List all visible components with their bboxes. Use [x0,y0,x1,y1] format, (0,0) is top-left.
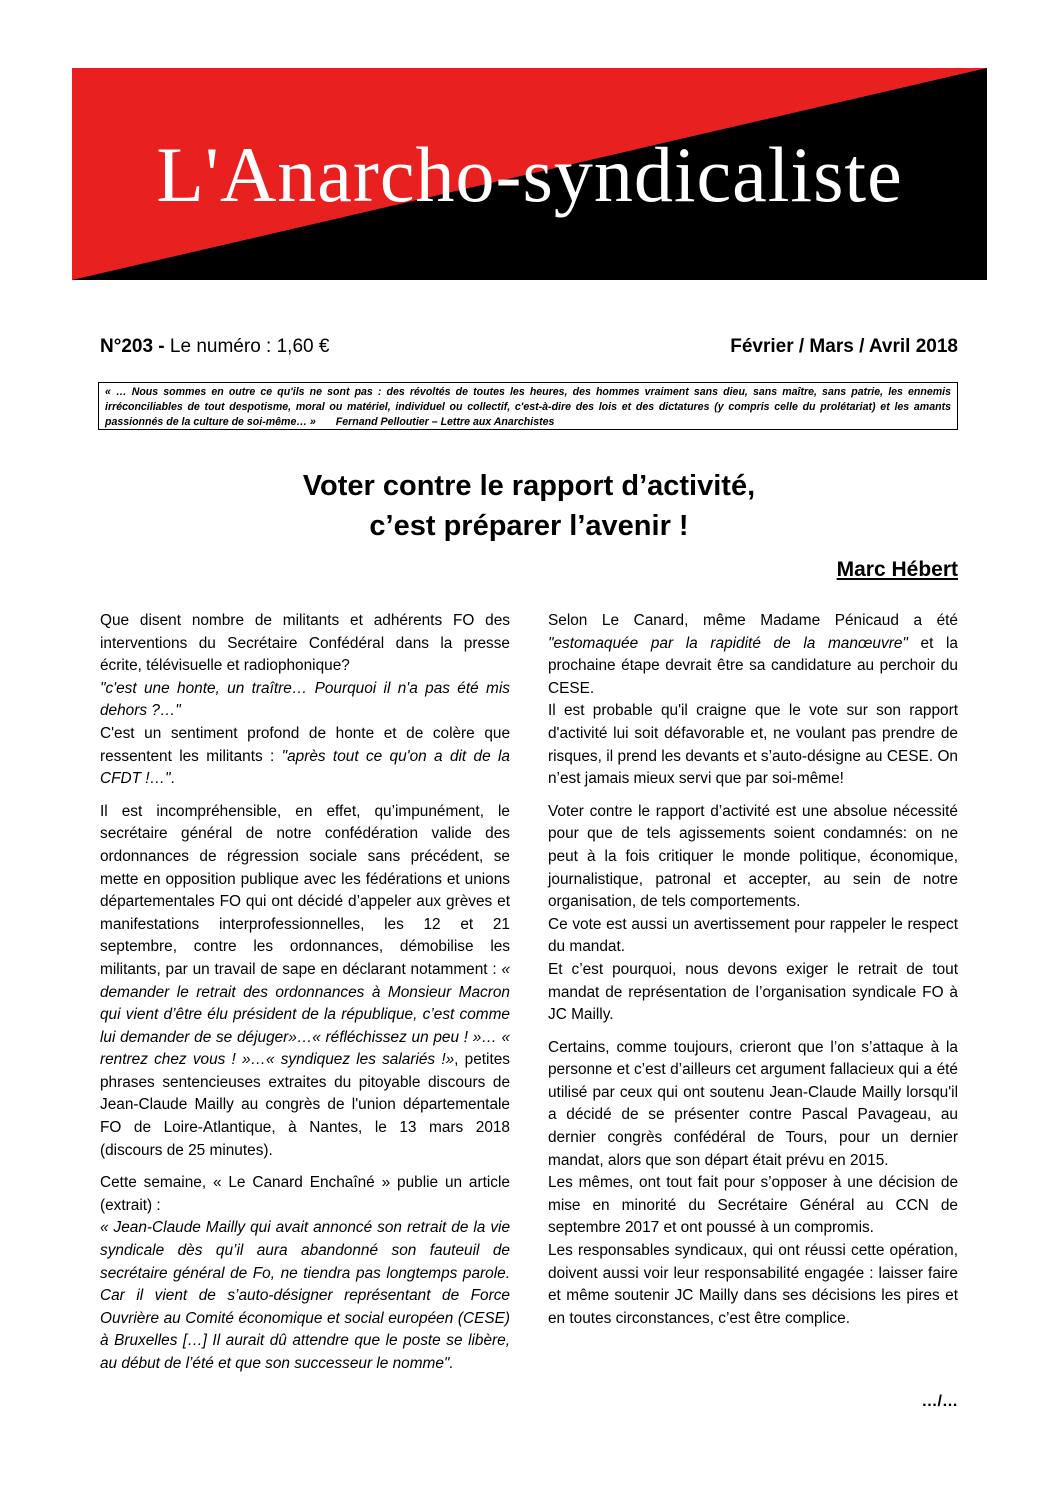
quote-text: "estomaquée par la rapidité de la manœuvre" [548,634,908,652]
paragraph-text: Il est incompréhensible, en effet, qu’impunément, le secrétaire général de notre confédération valide des ordonnances de régression sociale sans précédent, se mette en opposition publique avec les fédérations et unions départementales FO qui ont décidé d’appeler aux grèves et manifestations interprofessionnelles, les 12 et 21 septembre, contre les ordonnances, démobilise les militants, par un travail de sape en déclarant notamment : [100,802,510,978]
paragraph-text: Voter contre le rapport d’activité est une absolue nécessité pour que de tels agissements soient condamnés: on ne peut à la fois critiquer le monde politique, économique, journalistique, patronal et accepter, au sein de notre organisation, de tels comportements. [548,802,958,911]
headline-line-2: c’est préparer l’avenir ! [369,510,689,542]
paragraph-text: Cette semaine, « Le Canard Enchaîné » publie un article (extrait) : [100,1174,510,1214]
masthead [72,68,987,280]
continued-marker: …/… [921,1393,958,1410]
paragraph-text: Il est probable qu'il craigne que le vote sur son rapport d'activité lui soit défavorable et, ne voulant pas prendre de risques, il prend les devants et s’auto-désigne au CESE. On n’est jamais mieux servi que par soi-même! [548,702,958,788]
paragraph [548,610,958,791]
epigraph-quote [98,382,958,430]
article-headline [0,466,1058,546]
issue-date: Février / Mars / Avril 2018 [730,336,958,357]
issue-price: Le numéro : 1,60 € [169,336,330,357]
paragraph-text: Les responsables syndicaux, qui ont réussi cette opération, doivent aussi voir leur responsabilité engagée : laisser faire et même soutenir JC Mailly dans ses décisions les pires et en toutes circonstances, c’est être complice. [548,1242,958,1327]
quote-text: "après tout ce qu'on a dit de la CFDT !…" [100,747,510,788]
paragraph-text: . [170,770,175,788]
paragraph [548,1037,958,1331]
quote-text: « demander le retrait des ordonnances à Monsieur Macron qui vient d’être élu président de la république, c’est comme lui demander de se déjuger»…« réfléchissez un peu ! »… « rentrez chez vous ! »…« syndiquez les salariés !» [100,960,510,1069]
issue-separator: - [153,336,170,357]
quote-text: "c'est une honte, un traître… Pourquoi il n'a pas été mis dehors ?…" [100,679,510,720]
paragraph [100,610,510,791]
paragraph-text: Certains, comme toujours, crieront que l’on s’attaque à la personne et c’est d’ailleurs cet argument fallacieux qui a été utilisé par ceux qui ont soutenu Jean-Claude Mailly lorsqu'il a décidé de se présenter contre Pascal Pavageau, au dernier congrès confédéral de Tours, pour un dernier mandat, alors que son départ était prévu en 2015. [548,1038,958,1169]
issue-info [100,336,329,358]
paragraph [100,1172,510,1375]
quote-text: « Jean-Claude Mailly qui avait annoncé son retrait de la vie syndicale dès qu’il aura abandonné son fauteuil de secrétaire général de Fo, ne tiendra pas longtemps parole. Car il vient de s’auto-désigner représentant de Force Ouvrière au Comité économique et social européen (CESE) à Bruxelles […] Il aurait dû attendre que le poste se libère, au début de l’été et que son successeur le nomme". [100,1219,510,1372]
paragraph [100,801,510,1163]
paragraph-text: Ce vote est aussi un avertissement pour rappeler le respect du mandat. [548,915,958,956]
paragraph-text: , petites phrases sentencieuses extraites du pitoyable discours de Jean-Claude Mailly au congrès de l'union départementale FO de Loire-Atlantique, à Nantes, le 13 mars 2018 (discours de 25 minutes). [100,1051,510,1159]
headline-line-1: Voter contre le rapport d’activité, [302,470,756,502]
paragraph-text: Et c’est pourquoi, nous devons exiger le retrait de tout mandat de représentation de l’organisation syndicale FO à JC Mailly. [548,960,958,1024]
issue-number: N°203 [100,336,154,357]
article-column-right [548,610,958,1340]
paragraph-text: Selon Le Canard, même Madame Pénicaud a été [548,612,958,629]
article-byline: Marc Hébert [836,558,958,581]
article-column-left [100,610,510,1386]
paragraph-text: Les mêmes, ont tout fait pour s’opposer à une décision de mise en minorité du Secrétaire Général au CCN de septembre 2017 et ont poussé à un compromis. [548,1174,958,1237]
paragraph [548,801,958,1027]
quote-text: « … Nous sommes en outre ce qu'ils ne sont pas : des révoltés de toutes les heures, des hommes vraiment sans dieu, sans maître, sans patrie, les ennemis irréconciliables de tout despotisme, moral ou matériel, individuel ou collectif, c'est-à-dire des lois et des dictatures (y compris celle du prolétariat) et les amants passionnés de la culture de soi-même… » [105,386,951,428]
paragraph-text: C'est un sentiment profond de honte et de colère que ressentent les militants : [100,724,510,765]
masthead-title: L'Anarcho-syndicaliste [156,131,903,218]
paragraph-text: Que disent nombre de militants et adhérents FO des interventions du Secrétaire Confédéral dans la presse écrite, télévisuelle et radiophonique? [100,612,510,675]
paragraph-text: et la prochaine étape devrait être sa candidature au perchoir du CESE. [548,634,958,697]
quote-author: Fernand Pelloutier – Lettre aux Anarchistes [335,416,555,428]
